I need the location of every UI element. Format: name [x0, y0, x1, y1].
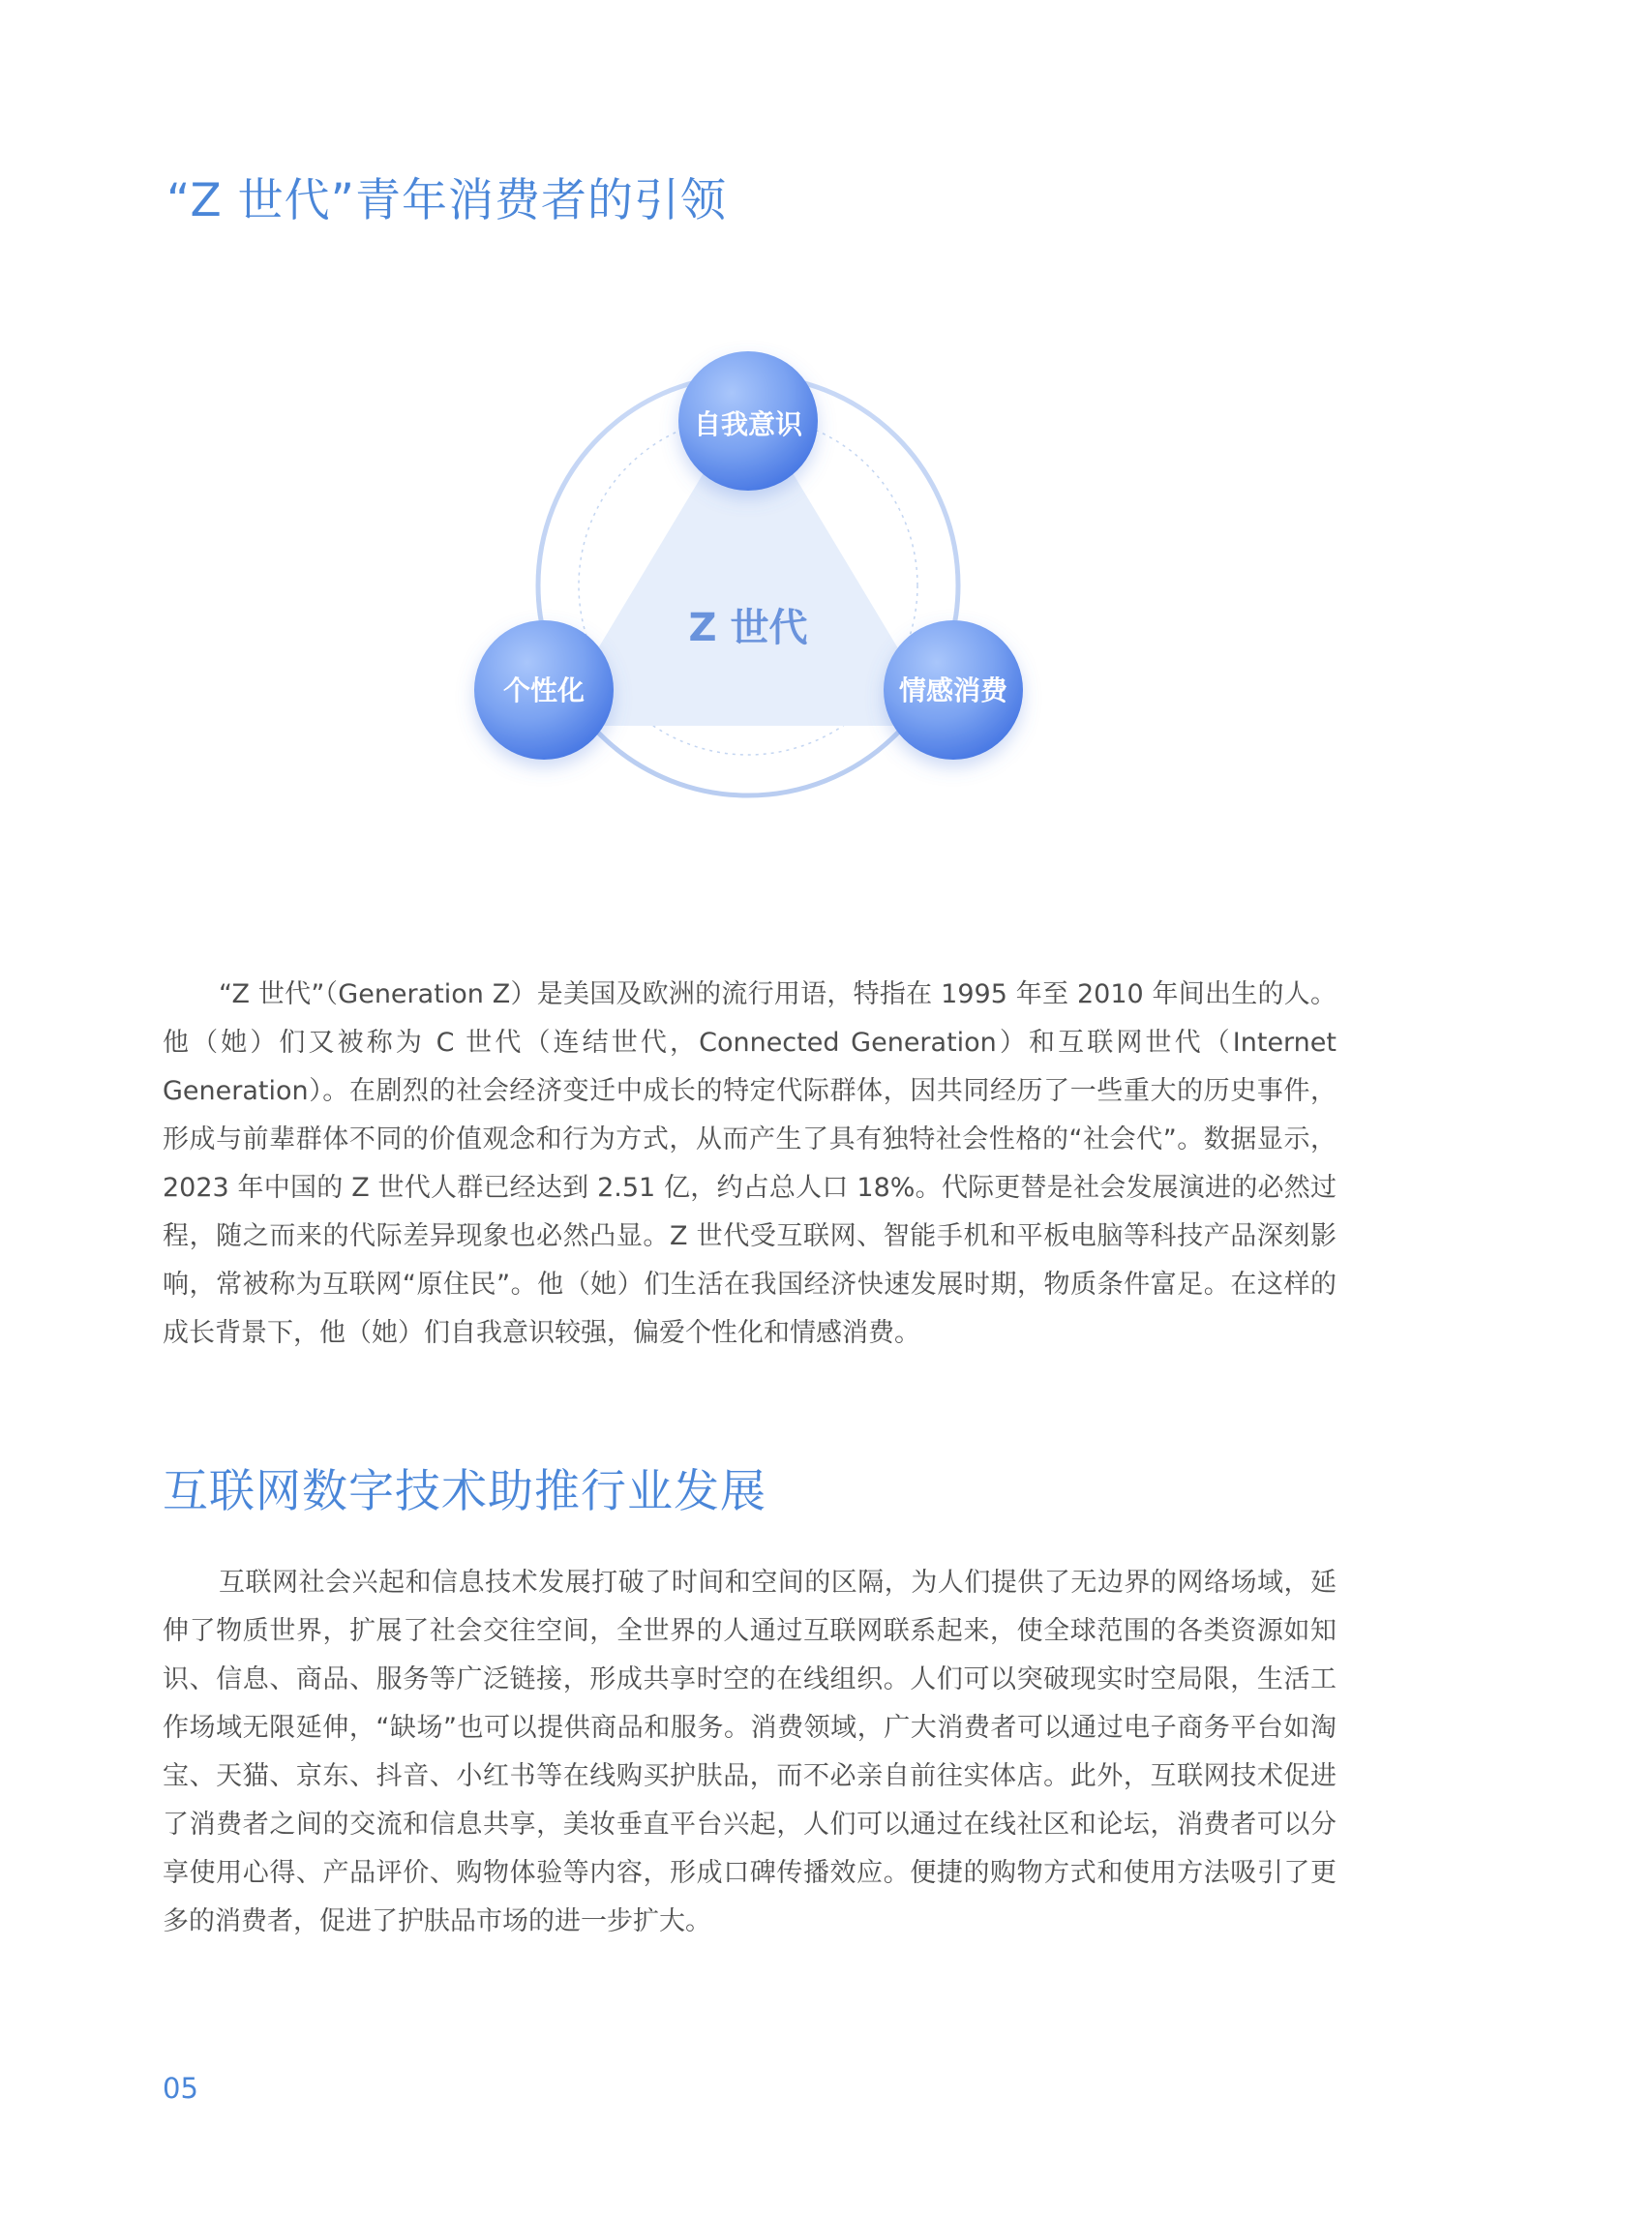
- node-label-personalization: 个性化: [502, 674, 586, 706]
- diagram-center-label: Z 世代: [688, 606, 808, 650]
- section-title-gen-z: “Z 世代”青年消费者的引领: [166, 174, 728, 227]
- page-number: 05: [163, 2072, 198, 2105]
- gen-z-diagram: [455, 329, 1055, 871]
- paragraph-internet-tech: 互联网社会兴起和信息技术发展打破了时间和空间的区隔，为人们提供了无边界的网络场域，延伸了物质世界，扩展了社会交往空间，全世界的人通过互联网联系起来，使全球范围的各类资源如知识、信息、商品、服务等广泛链接，形成共享时空的在线组织。人们可以突破现实时空局限，生活工作场域无限延伸，“缺场”也可以提供商品和服务。消费领域，广大消费者可以通过电子商务平台如淘宝、天猫、京东、抖音、小红书等在线购买护肤品，而不必亲自前往实体店。此外，互联网技术促进了消费者之间的交流和信息共享，美妆垂直平台兴起，人们可以通过在线社区和论坛，消费者可以分享使用心得、产品评价、购物体验等内容，形成口碑传播效应。便捷的购物方式和使用方法吸引了更多的消费者，促进了护肤品市场的进一步扩大。: [163, 1568, 1337, 1936]
- node-label-emotional-consumption: 情感消费: [898, 674, 1008, 706]
- paragraph-gen-z: “Z 世代”（Generation Z）是美国及欧洲的流行用语，特指在 1995 年至 2010 年间出生的人。他（她）们又被称为 C 世代（连结世代，Connected Generation）和互联网世代（Internet Generation）。在剧烈的社会经济变迁中成长的特定代际群体，因共同经历了一些重大的历史事件，形成与前辈群体不同的价值观念和行为方式，从而产生了具有独特社会性格的“社会代”。数据显示，2023 年中国的 Z 世代人群已经达到 2.51 亿，约占总人口 18%。代际更替是社会发展演进的必然过程，随之而来的代际差异现象也必然凸显。Z 世代受互联网、智能手机和平板电脑等科技产品深刻影响，常被称为互联网“原住民”。他（她）们生活在我国经济快速发展时期，物质条件富足。在这样的成长背景下，他（她）们自我意识较强，偏爱个性化和情感消费。: [163, 979, 1337, 1348]
- section-title-internet-tech: 互联网数字技术助推行业发展: [163, 1465, 766, 1518]
- node-label-self-awareness: 自我意识: [693, 408, 803, 440]
